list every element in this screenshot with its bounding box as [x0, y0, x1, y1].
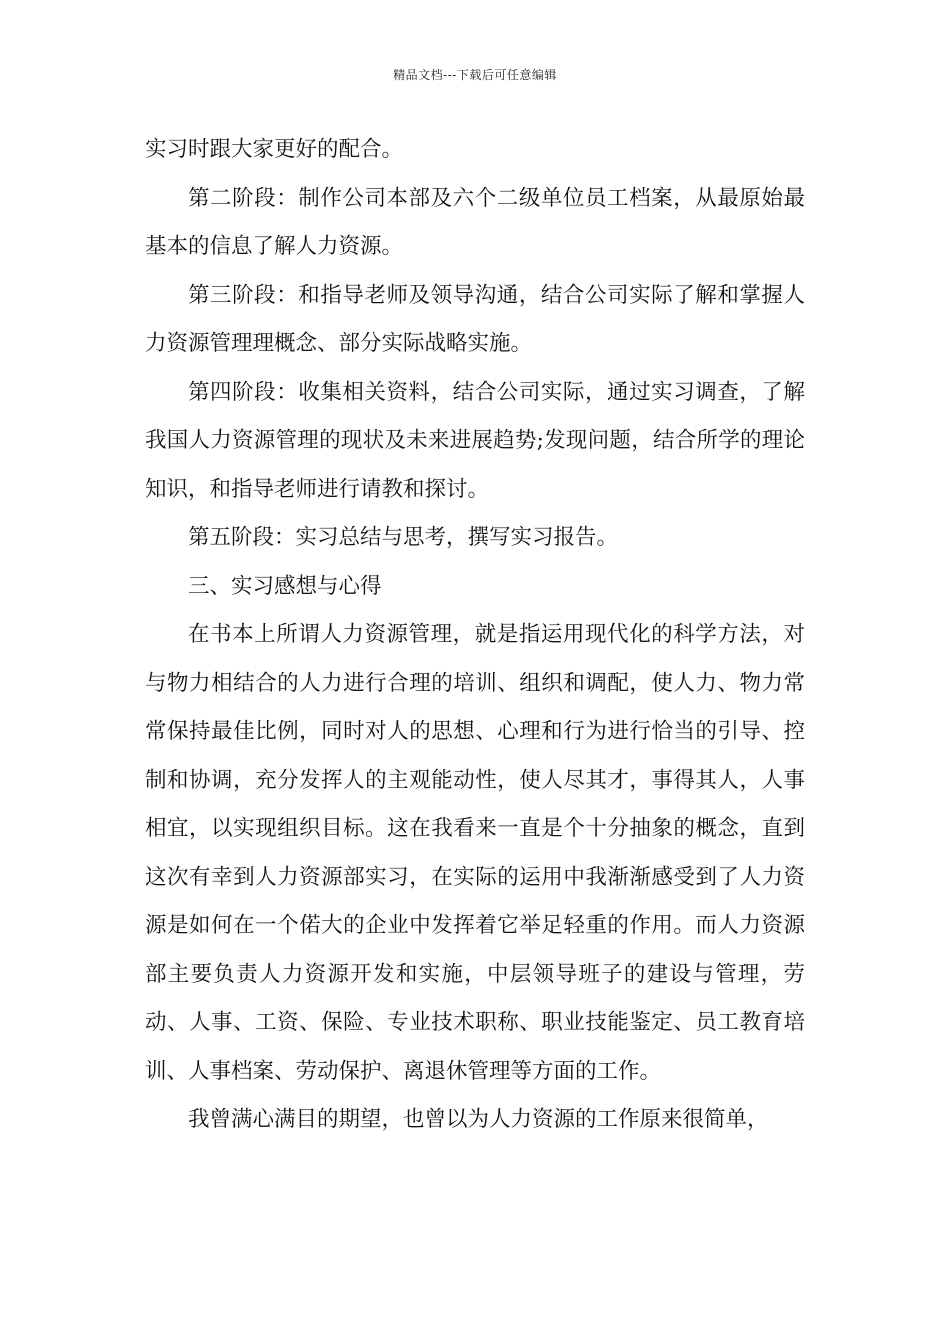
- paragraph-hr-management: 在书本上所谓人力资源管理，就是指运用现代化的科学方法，对与物力相结合的人力进行合理的培训、组织和调配，使人力、物力常常保持最佳比例，同时对人的思想、心理和行为进行恰当的引导、控制和协调，充分发挥人的主观能动性，使人尽其才，事得其人，人事相宜，以实现组织目标。这在我看来一直是个十分抽象的概念，直到这次有幸到人力资源部实习，在实际的运用中我渐渐感受到了人力资源是如何在一个偌大的企业中发挥着它举足轻重的作用。而人力资源部主要负责人力资源开发和实施，中层领导班子的建设与管理，劳动、人事、工资、保险、专业技术职称、职业技能鉴定、员工教育培训、人事档案、劳动保护、离退休管理等方面的工作。: [145, 622, 805, 1084]
- paragraph-stage-two: 第二阶段：制作公司本部及六个二级单位员工档案，从最原始最基本的信息了解人力资源。: [145, 185, 805, 259]
- page-header: 精品文档---下载后可任意编辑: [393, 68, 557, 82]
- paragraph-stage-three: 第三阶段：和指导老师及领导沟通，结合公司实际了解和掌握人力资源管理理概念、部分实际战略实施。: [145, 282, 805, 356]
- document-body: [145, 126, 805, 1145]
- paragraph-stage-four: 第四阶段：收集相关资料，结合公司实际，通过实习调查，了解我国人力资源管理的现状及未来进展趋势;发现问题，结合所学的理论知识，和指导老师进行请教和探讨。: [145, 379, 805, 502]
- paragraph-continuation: 实习时跟大家更好的配合。: [145, 137, 404, 162]
- paragraph-expectation: 我曾满心满目的期望，也曾以为人力资源的工作原来很简单，: [188, 1107, 769, 1132]
- paragraph-stage-five: 第五阶段：实习总结与思考，撰写实习报告。: [188, 525, 619, 550]
- section-heading: 三、实习感想与心得: [188, 573, 382, 599]
